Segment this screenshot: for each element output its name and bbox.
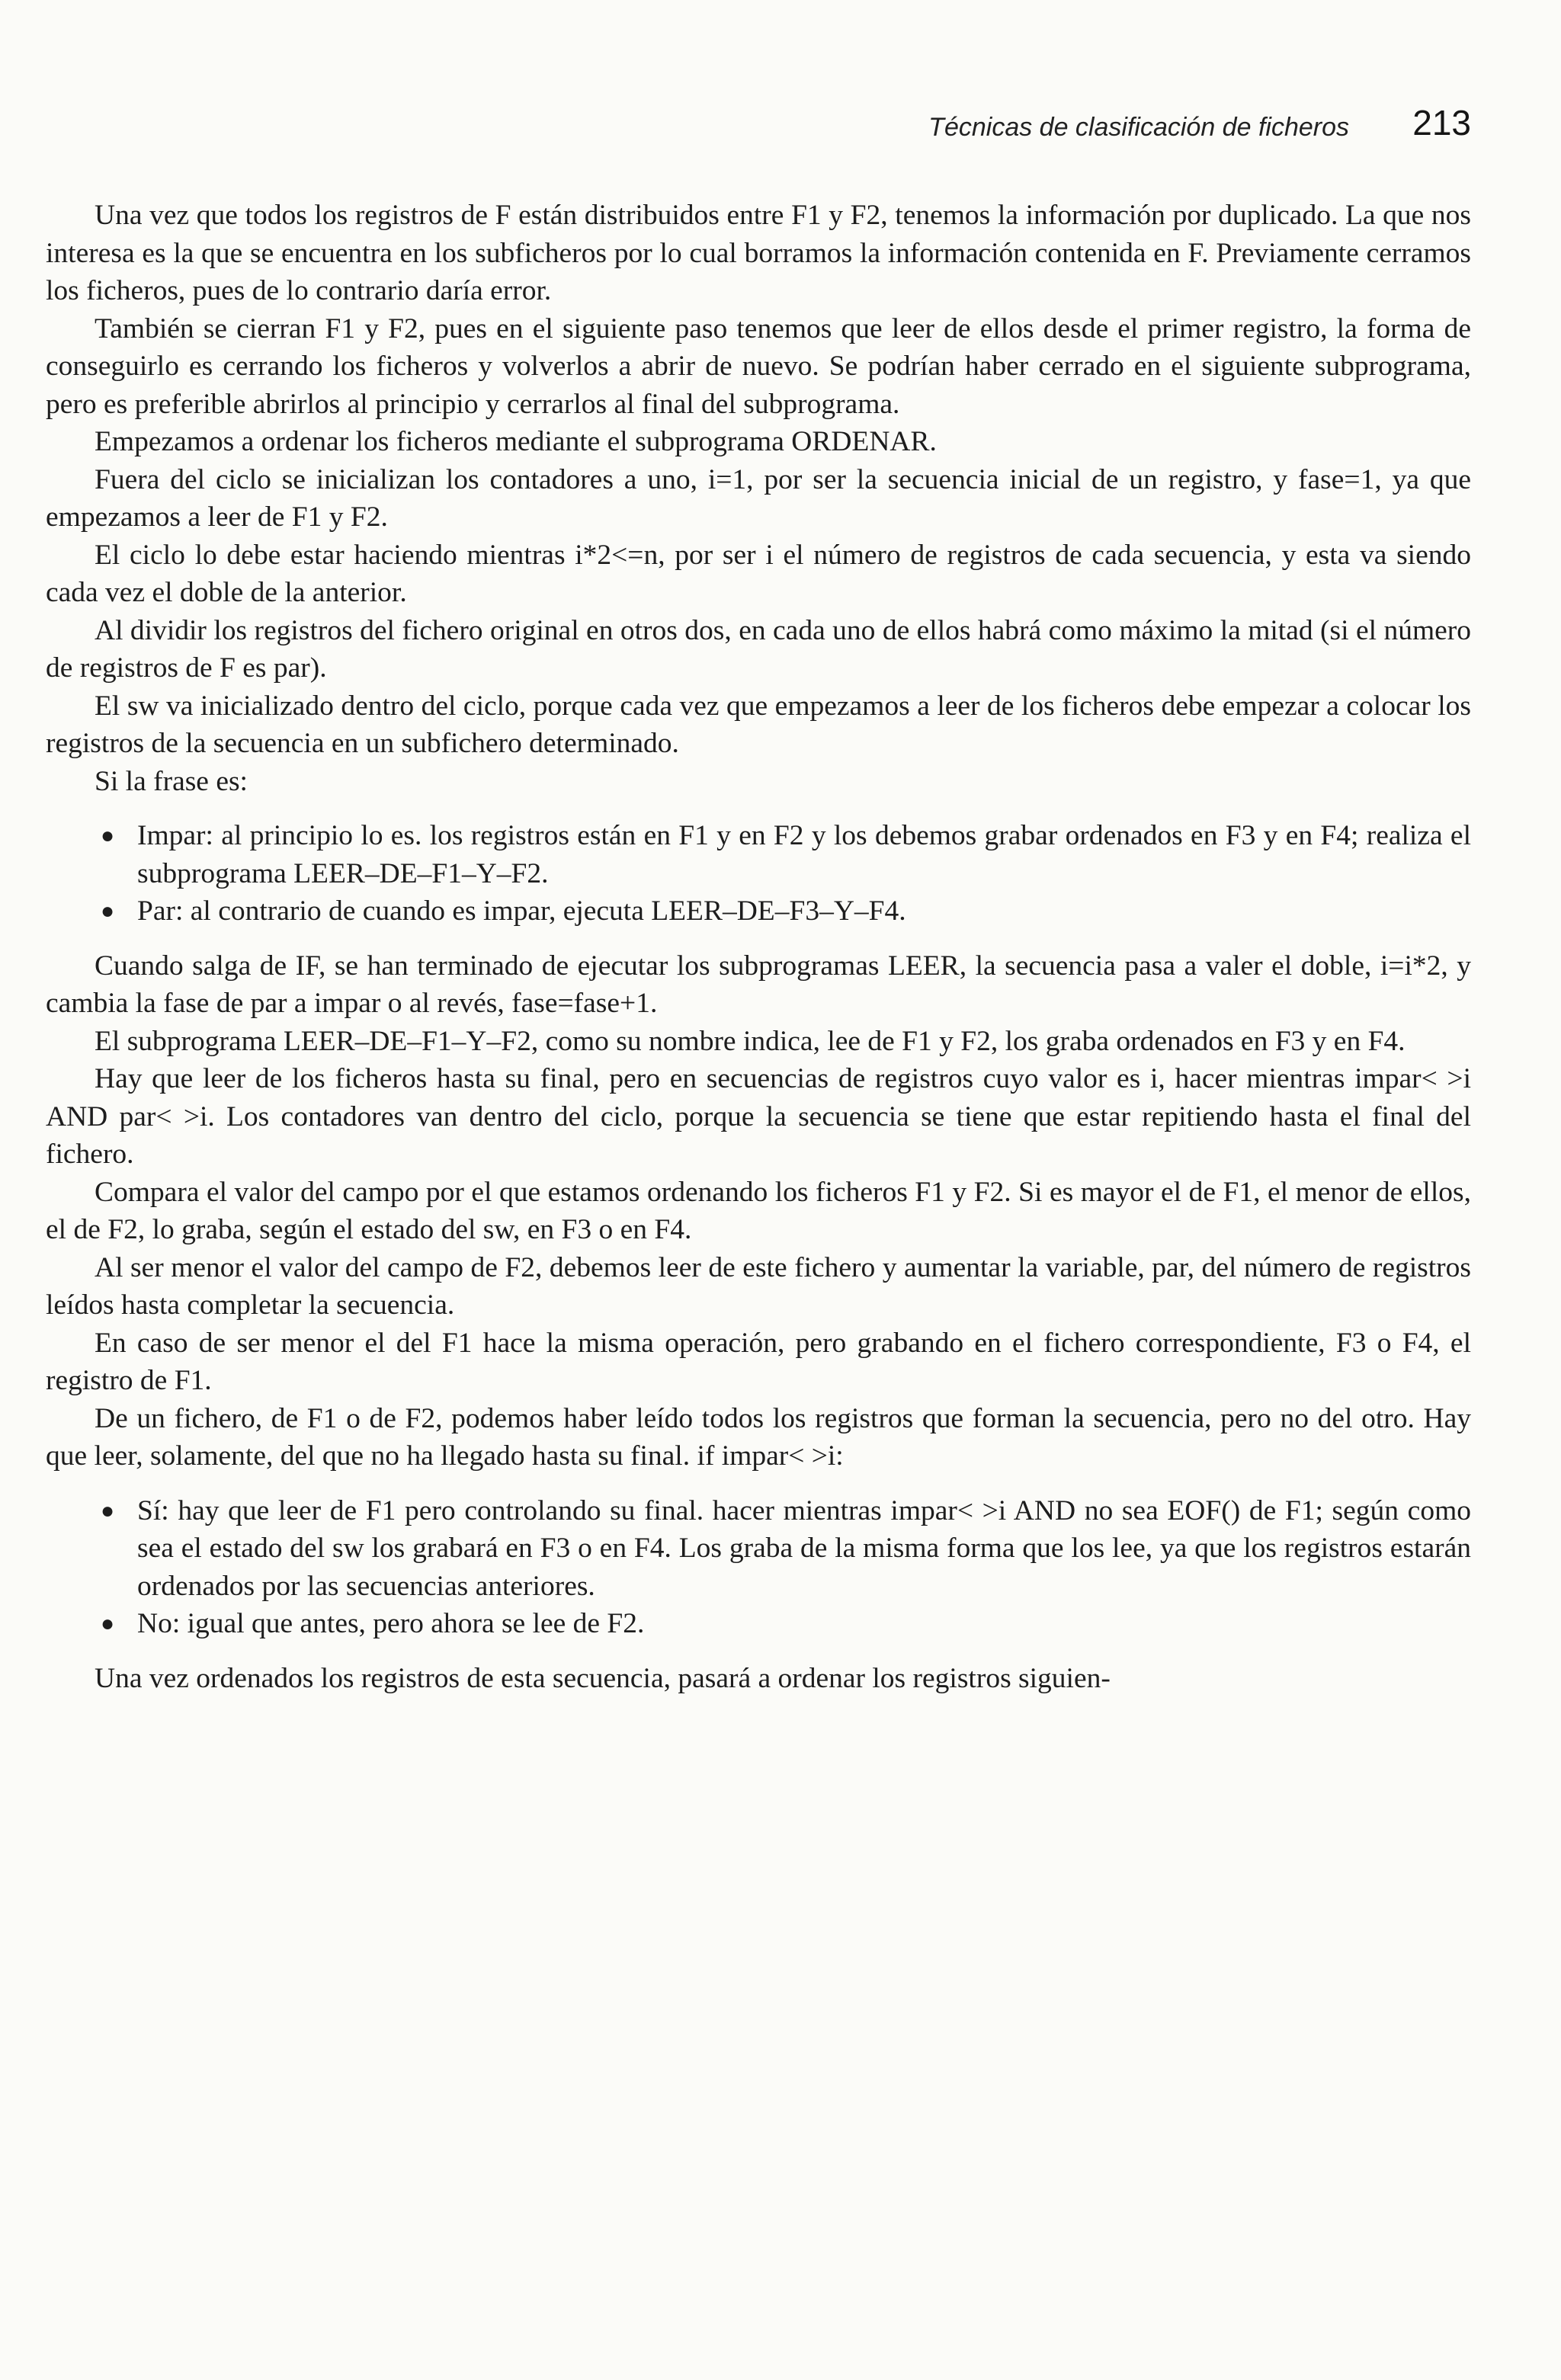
paragraph: De un fichero, de F1 o de F2, podemos haber leído todos los registros que forman la secuencia, pero no del otro. Hay que leer, solamente, del que no ha llegado hasta su final. if impar< >i: [46, 1402, 1471, 1472]
paragraph: Si la frase es: [95, 765, 248, 797]
paragraph: Cuando salga de IF, se han terminado de ejecutar los subprogramas LEER, la secuencia pasa a valer el doble, i=i*2, y cambia la fase de par a impar o al revés, fase=fase+1. [46, 950, 1471, 1019]
bullet-icon: ● [101, 899, 115, 924]
bullet-list [46, 1492, 1471, 1643]
page-number: 213 [1412, 103, 1471, 143]
spacer [46, 800, 1471, 817]
paragraph: Fuera del ciclo se inicializan los contadores a uno, i=1, por ser la secuencia inicial de un registro, y fase=1, ya que empezamos a leer de F1 y F2. [46, 463, 1471, 533]
bullet-icon: ● [101, 823, 115, 848]
list-item-text: Par: al contrario de cuando es impar, ejecuta LEER–DE–F3–Y–F4. [137, 895, 906, 927]
spacer [46, 931, 1471, 947]
spacer [46, 1475, 1471, 1492]
list-item [101, 1605, 1471, 1643]
paragraph: Empezamos a ordenar los ficheros mediante el subprograma ORDENAR. [95, 426, 937, 457]
paragraph: Una vez ordenados los registros de esta secuencia, pasará a ordenar los registros siguien- [95, 1662, 1111, 1694]
body-text [46, 197, 1471, 1697]
paragraph: Una vez que todos los registros de F están distribuidos entre F1 y F2, tenemos la información por duplicado. La que nos interesa es la que se encuentra en los subficheros por lo cual borramos la información contenida en F. Previamente cerramos los ficheros, pues de lo contrario daría error. [46, 200, 1471, 306]
list-item [101, 892, 1471, 931]
paragraph: En caso de ser menor el del F1 hace la misma operación, pero grabando en el fichero correspondiente, F3 o F4, el registro de F1. [46, 1327, 1471, 1396]
paragraph: También se cierran F1 y F2, pues en el siguiente paso tenemos que leer de ellos desde el primer registro, la forma de conseguirlo es cerrando los ficheros y volverlos a abrir de nuevo. Se podrían haber cerrado en el siguiente subprograma, pero es preferible abrirlos al principio y cerrarlos al final del subprograma. [46, 312, 1471, 420]
bullet-list [46, 817, 1471, 931]
bullet-icon: ● [101, 1498, 115, 1523]
paragraph: El sw va inicializado dentro del ciclo, porque cada vez que empezamos a leer de los ficheros debe empezar a colocar los registros de la secuencia en un subfichero determinado. [46, 690, 1471, 759]
paragraph: Al ser menor el valor del campo de F2, debemos leer de este fichero y aumentar la variable, par, del número de registros leídos hasta completar la secuencia. [46, 1251, 1471, 1321]
list-item-text: Impar: al principio lo es. los registros están en F1 y en F2 y los debemos grabar ordenados en F3 y en F4; realiza el subprograma LEER–DE–F1–Y–F2. [137, 820, 1471, 889]
paragraph: Al dividir los registros del fichero original en otros dos, en cada uno de ellos habrá como máximo la mitad (si el número de registros de F es par). [46, 614, 1471, 684]
list-item-text: No: igual que antes, pero ahora se lee de F2. [137, 1608, 645, 1639]
bullet-icon: ● [101, 1611, 115, 1636]
list-item [101, 817, 1471, 892]
paragraph: Hay que leer de los ficheros hasta su final, pero en secuencias de registros cuyo valor es i, hacer mientras impar< >i AND par< >i. Los contadores van dentro del ciclo, porque la secuencia se tiene que estar repitiendo hasta el final del fichero. [46, 1063, 1471, 1170]
list-item-text: Sí: hay que leer de F1 pero controlando su final. hacer mientras impar< >i AND no sea EOF() de F1; según como sea el estado del sw los grabará en F3 o en F4. Los graba de la misma forma que los lee, ya que los registros estarán ordenados por las secuencias anteriores. [137, 1494, 1471, 1602]
page-header [854, 98, 1471, 151]
running-title: Técnicas de clasificación de ficheros [928, 113, 1349, 142]
paragraph: El ciclo lo debe estar haciendo mientras i*2<=n, por ser i el número de registros de cada secuencia, y esta va siendo cada vez el doble de la anterior. [46, 539, 1471, 608]
paragraph: El subprograma LEER–DE–F1–Y–F2, como su nombre indica, lee de F1 y F2, los graba ordenados en F3 y en F4. [95, 1025, 1406, 1057]
paragraph: Compara el valor del campo por el que estamos ordenando los ficheros F1 y F2. Si es mayor el de F1, el menor de ellos, el de F2, lo graba, según el estado del sw, en F3 o en F4. [46, 1176, 1471, 1245]
list-item [101, 1492, 1471, 1606]
spacer [46, 1643, 1471, 1660]
